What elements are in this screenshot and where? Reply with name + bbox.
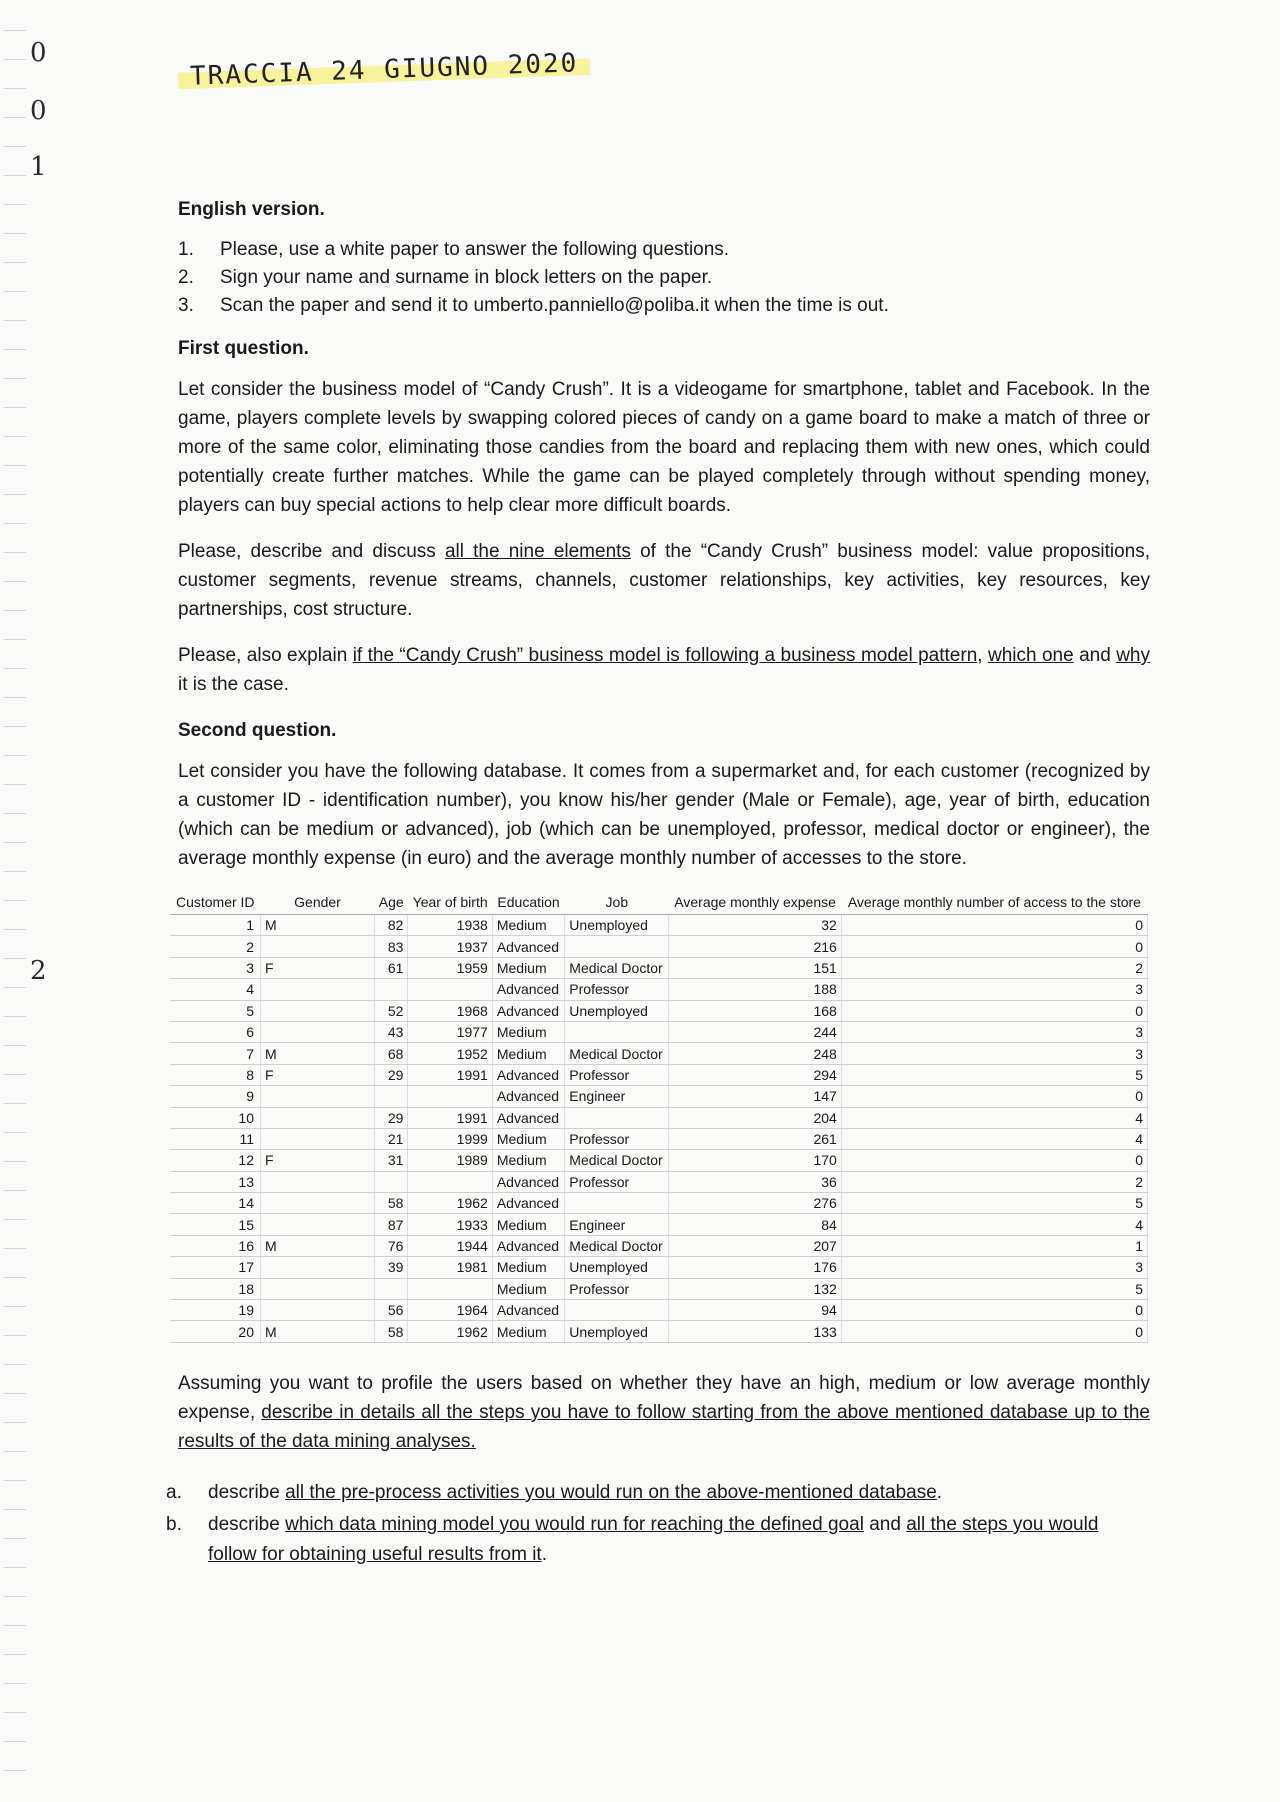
table-cell: 1977: [408, 1021, 492, 1042]
table-row: [170, 1086, 1148, 1107]
table-cell: 36: [669, 1171, 841, 1192]
table-row: [170, 1021, 1148, 1042]
underlined-text: which one: [987, 645, 1074, 666]
table-row: [170, 936, 1148, 957]
table-cell: 207: [669, 1235, 841, 1256]
handwritten-title: TRACCIA 24 GIUGNO 2020: [178, 48, 591, 92]
column-header: Average monthly expense: [669, 890, 841, 915]
table-cell: F: [261, 1150, 375, 1171]
table-cell: [261, 1193, 375, 1214]
table-cell: [565, 1021, 669, 1042]
table-cell: 0: [841, 1000, 1147, 1021]
instruction-item: 2. Sign your name and surname in block letters on the paper.: [178, 267, 713, 288]
table-cell: 1937: [408, 936, 492, 957]
table-cell: [261, 1257, 375, 1278]
column-header: Gender: [261, 890, 375, 915]
notebook-margin: [0, 0, 30, 1802]
q1-paragraph-2: Please, describe and discuss all the nine elements of the “Candy Crush” business model: value propositions, customer segments, revenue streams, channels, customer relationships, key activities, key resources, key partnerships, cost structure.: [178, 541, 1150, 620]
column-header: Customer ID: [170, 890, 261, 915]
table-cell: [261, 1086, 375, 1107]
english-version-heading: English version.: [178, 199, 325, 220]
underlined-text: all the nine elements: [444, 541, 631, 562]
table-cell: [261, 1278, 375, 1299]
table-cell: [375, 1171, 408, 1192]
table-cell: 6: [170, 1021, 261, 1042]
table-cell: [261, 1107, 375, 1128]
underlined-text: describe in details all the steps you have to follow starting from the above mentioned database up to the results of the data mining analyses.: [178, 1401, 1150, 1452]
table-cell: Unemployed: [565, 1321, 669, 1342]
table-cell: 133: [669, 1321, 841, 1342]
table-row: [170, 915, 1148, 936]
table-row: [170, 1235, 1148, 1256]
q1-paragraph-3: Please, also explain if the “Candy Crush” business model is following a business model pattern, which one and why it is the case.: [178, 645, 1150, 695]
table-cell: 14: [170, 1193, 261, 1214]
table-cell: 1952: [408, 1043, 492, 1064]
underlined-text: if the “Candy Crush” business model is following a business model pattern: [352, 645, 978, 666]
table-cell: 176: [669, 1257, 841, 1278]
table-cell: F: [261, 957, 375, 978]
side-mark: 0: [30, 38, 47, 68]
table-row: [170, 1278, 1148, 1299]
table-cell: [565, 1300, 669, 1321]
table-cell: 19: [170, 1300, 261, 1321]
table-cell: 0: [841, 1150, 1147, 1171]
table-row: [170, 1107, 1148, 1128]
table-cell: 12: [170, 1150, 261, 1171]
table-cell: [375, 979, 408, 1000]
table-cell: [408, 1086, 492, 1107]
task-a: a. describe all the pre-process activities you would run on the above-mentioned database.: [166, 1481, 943, 1503]
table-cell: [261, 979, 375, 1000]
table-cell: 248: [669, 1043, 841, 1064]
table-cell: 1991: [408, 1064, 492, 1085]
table-cell: Advanced: [492, 1235, 564, 1256]
table-cell: 1944: [408, 1235, 492, 1256]
table-cell: Unemployed: [565, 915, 669, 936]
table-row: [170, 1064, 1148, 1085]
table-cell: 7: [170, 1043, 261, 1064]
table-row: [170, 979, 1148, 1000]
table-cell: Medical Doctor: [565, 957, 669, 978]
table-cell: 87: [375, 1214, 408, 1235]
table-cell: 9: [170, 1086, 261, 1107]
task-b: b. describe which data mining model you would run for reaching the defined goal and all the steps you would follow for obtaining useful results from it.: [166, 1513, 1099, 1565]
table-cell: 10: [170, 1107, 261, 1128]
table-cell: Advanced: [492, 1300, 564, 1321]
table-cell: 83: [375, 936, 408, 957]
table-cell: 1999: [408, 1128, 492, 1149]
table-cell: 1962: [408, 1321, 492, 1342]
table-cell: 56: [375, 1300, 408, 1321]
table-cell: 43: [375, 1021, 408, 1042]
table-cell: 16: [170, 1235, 261, 1256]
table-cell: 3: [170, 957, 261, 978]
table-cell: 147: [669, 1086, 841, 1107]
table-cell: Advanced: [492, 979, 564, 1000]
instruction-item: 1. Please, use a white paper to answer the following questions.: [178, 239, 730, 260]
table-cell: 18: [170, 1278, 261, 1299]
table-row: [170, 1300, 1148, 1321]
table-cell: 1991: [408, 1107, 492, 1128]
table-cell: 1938: [408, 915, 492, 936]
table-cell: 21: [375, 1128, 408, 1149]
q2-paragraph-2: Assuming you want to profile the users based on whether they have an high, medium or low average monthly expense, describe in details all the steps you have to follow starting from the above mentioned database up to the results of the data mining analyses.: [178, 1372, 1150, 1452]
table-cell: 151: [669, 957, 841, 978]
table-cell: 132: [669, 1278, 841, 1299]
table-cell: Advanced: [492, 1193, 564, 1214]
table-cell: 11: [170, 1128, 261, 1149]
table-cell: Medium: [492, 957, 564, 978]
column-header: Year of birth: [408, 890, 492, 915]
table-cell: 94: [669, 1300, 841, 1321]
table-cell: M: [261, 915, 375, 936]
table-row: [170, 1150, 1148, 1171]
table-cell: 5: [841, 1193, 1147, 1214]
table-cell: Medium: [492, 1214, 564, 1235]
table-cell: 17: [170, 1257, 261, 1278]
q2-paragraph-1: Let consider you have the following database. It comes from a supermarket and, for each customer (recognized by a customer ID - identification number), you know his/her gender (Male or Female), age, year of birth, education (which can be medium or advanced), job (which can be unemployed, professor, medical doctor or engineer), the average monthly expense (in euro) and the average monthly number of accesses to the store.: [178, 761, 1150, 869]
table-cell: 15: [170, 1214, 261, 1235]
table-row: [170, 1043, 1148, 1064]
table-cell: 2: [841, 1171, 1147, 1192]
table-cell: Medium: [492, 1128, 564, 1149]
table-cell: 188: [669, 979, 841, 1000]
table-cell: 1981: [408, 1257, 492, 1278]
table-cell: Medium: [492, 1043, 564, 1064]
table-cell: 76: [375, 1235, 408, 1256]
instruction-item: 3. Scan the paper and send it to umberto.panniello@poliba.it when the time is out.: [178, 295, 889, 316]
table-header-row: [170, 890, 1148, 915]
table-cell: 29: [375, 1107, 408, 1128]
table-cell: [565, 1193, 669, 1214]
column-header: Education: [492, 890, 564, 915]
table-cell: 0: [841, 1300, 1147, 1321]
table-cell: [375, 1278, 408, 1299]
table-cell: Advanced: [492, 936, 564, 957]
table-cell: 31: [375, 1150, 408, 1171]
table-cell: Medium: [492, 1150, 564, 1171]
table-cell: Advanced: [492, 1171, 564, 1192]
table-cell: Medical Doctor: [565, 1235, 669, 1256]
first-question-heading: First question.: [178, 338, 309, 359]
table-cell: [565, 936, 669, 957]
table-cell: Medical Doctor: [565, 1150, 669, 1171]
table-cell: 0: [841, 1321, 1147, 1342]
table-row: [170, 1171, 1148, 1192]
table-cell: Engineer: [565, 1086, 669, 1107]
table-row: [170, 1128, 1148, 1149]
table-row: [170, 1000, 1148, 1021]
table-cell: 1: [170, 915, 261, 936]
side-mark: 1: [30, 152, 47, 182]
table-cell: 276: [669, 1193, 841, 1214]
table-cell: 58: [375, 1321, 408, 1342]
table-cell: Unemployed: [565, 1000, 669, 1021]
table-cell: 13: [170, 1171, 261, 1192]
table-cell: [261, 1021, 375, 1042]
table-cell: 84: [669, 1214, 841, 1235]
table-cell: [408, 979, 492, 1000]
table-cell: 52: [375, 1000, 408, 1021]
table-cell: Professor: [565, 1128, 669, 1149]
table-cell: 1933: [408, 1214, 492, 1235]
table-cell: 204: [669, 1107, 841, 1128]
q1-paragraph-1: Let consider the business model of “Candy Crush”. It is a videogame for smartphone, tablet and Facebook. In the game, players complete levels by swapping colored pieces of candy on a game board to make a match of three or more of the same color, eliminating those candies from the board and replacing them with new ones, which could potentially create further matches. While the game can be played completely through without spending money, players can buy special actions to help clear more difficult boards.: [178, 379, 1150, 516]
table-cell: 244: [669, 1021, 841, 1042]
table-cell: 4: [841, 1128, 1147, 1149]
customer-database-table: [170, 890, 1148, 1343]
table-cell: 4: [841, 1214, 1147, 1235]
table-cell: 168: [669, 1000, 841, 1021]
table-cell: Medium: [492, 1257, 564, 1278]
table-cell: 68: [375, 1043, 408, 1064]
table-cell: 8: [170, 1064, 261, 1085]
table-cell: [261, 1171, 375, 1192]
table-cell: [261, 1300, 375, 1321]
table-cell: 1: [841, 1235, 1147, 1256]
table-cell: 5: [841, 1064, 1147, 1085]
table-cell: 216: [669, 936, 841, 957]
table-cell: 61: [375, 957, 408, 978]
table-cell: 32: [669, 915, 841, 936]
table-cell: Medium: [492, 1278, 564, 1299]
table-cell: M: [261, 1043, 375, 1064]
table-cell: 0: [841, 936, 1147, 957]
table-cell: 4: [841, 1107, 1147, 1128]
table-cell: Professor: [565, 1064, 669, 1085]
table-cell: 2: [170, 936, 261, 957]
table-cell: Medium: [492, 1321, 564, 1342]
column-header: Age: [375, 890, 408, 915]
table-cell: Professor: [565, 979, 669, 1000]
table-row: [170, 1257, 1148, 1278]
table-row: [170, 1214, 1148, 1235]
table-cell: [565, 1107, 669, 1128]
table-cell: 0: [841, 1086, 1147, 1107]
table-cell: 3: [841, 1021, 1147, 1042]
table-cell: 1962: [408, 1193, 492, 1214]
table-cell: M: [261, 1235, 375, 1256]
table-cell: Unemployed: [565, 1257, 669, 1278]
side-mark: 2: [30, 956, 47, 986]
table-cell: Advanced: [492, 1107, 564, 1128]
table-cell: Professor: [565, 1278, 669, 1299]
table-cell: 1968: [408, 1000, 492, 1021]
table-row: [170, 1321, 1148, 1342]
exam-page: [166, 195, 1150, 1572]
table-cell: [408, 1278, 492, 1299]
table-cell: 2: [841, 957, 1147, 978]
table-cell: 294: [669, 1064, 841, 1085]
side-mark: 0: [30, 96, 47, 126]
table-cell: 29: [375, 1064, 408, 1085]
table-cell: 1959: [408, 957, 492, 978]
table-cell: 39: [375, 1257, 408, 1278]
table-cell: 1989: [408, 1150, 492, 1171]
table-cell: Medical Doctor: [565, 1043, 669, 1064]
table-cell: Medium: [492, 915, 564, 936]
table-cell: 3: [841, 1043, 1147, 1064]
table-cell: 4: [170, 979, 261, 1000]
table-cell: [408, 1171, 492, 1192]
table-cell: 82: [375, 915, 408, 936]
table-cell: 170: [669, 1150, 841, 1171]
table-cell: [261, 1128, 375, 1149]
column-header: Job: [565, 890, 669, 915]
table-cell: Advanced: [492, 1086, 564, 1107]
table-cell: 5: [170, 1000, 261, 1021]
second-question-heading: Second question.: [178, 720, 337, 741]
table-cell: Professor: [565, 1171, 669, 1192]
task-list: [166, 1478, 1150, 1570]
table-cell: 261: [669, 1128, 841, 1149]
table-cell: 0: [841, 915, 1147, 936]
table-cell: Advanced: [492, 1000, 564, 1021]
table-row: [170, 1193, 1148, 1214]
table-cell: [375, 1086, 408, 1107]
table-cell: 3: [841, 979, 1147, 1000]
table-cell: [261, 936, 375, 957]
table-cell: 20: [170, 1321, 261, 1342]
table-cell: M: [261, 1321, 375, 1342]
table-cell: Medium: [492, 1021, 564, 1042]
column-header: Average monthly number of access to the store: [841, 890, 1147, 915]
table-cell: 1964: [408, 1300, 492, 1321]
table-cell: F: [261, 1064, 375, 1085]
table-cell: 5: [841, 1278, 1147, 1299]
instructions-list: [178, 236, 1150, 320]
table-cell: 58: [375, 1193, 408, 1214]
underlined-text: why: [1116, 645, 1150, 666]
table-cell: Advanced: [492, 1064, 564, 1085]
table-cell: 3: [841, 1257, 1147, 1278]
table-cell: Engineer: [565, 1214, 669, 1235]
table-row: [170, 957, 1148, 978]
table-cell: [261, 1214, 375, 1235]
table-cell: [261, 1000, 375, 1021]
